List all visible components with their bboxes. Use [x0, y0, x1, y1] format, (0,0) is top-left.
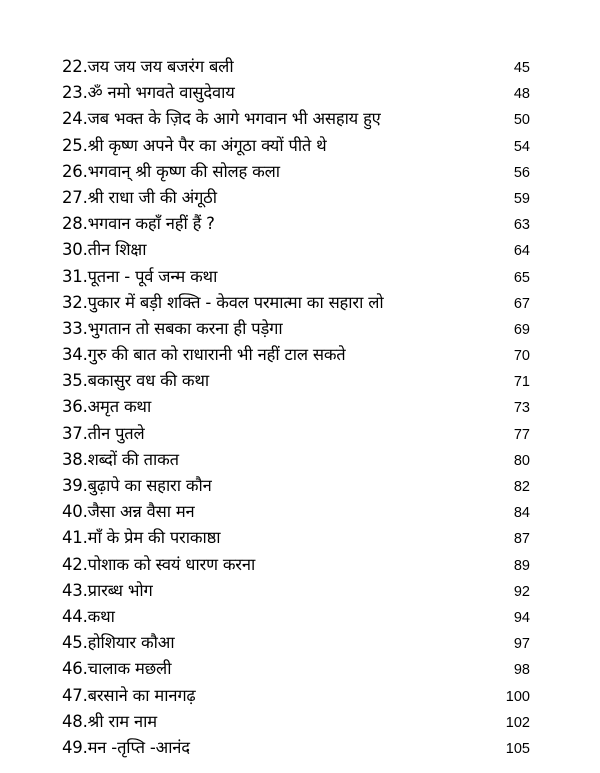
toc-entry-page: 84 [513, 505, 530, 522]
toc-entry-44 [62, 604, 530, 630]
toc-entry-36 [62, 394, 530, 420]
toc-entry-30 [62, 237, 530, 263]
toc-entry-title: 46.चालाक मछली [62, 659, 172, 679]
toc-entry-title: 41.माँ के प्रेम की पराकाष्ठा [62, 528, 221, 548]
toc-entry-46 [62, 656, 530, 682]
toc-entry-title: 26.भगवान् श्री कृष्ण की सोलह कला [62, 161, 280, 181]
toc-entry-page: 70 [513, 348, 530, 365]
toc-entry-page: 97 [513, 636, 530, 653]
toc-entry-page: 48 [513, 86, 530, 103]
toc-entry-31 [62, 264, 530, 290]
toc-entry-title: 40.जैसा अन्न वैसा मन [62, 502, 195, 522]
toc-entry-34 [62, 342, 530, 368]
toc-entry-39 [62, 473, 530, 499]
toc-entry-33 [62, 316, 530, 342]
toc-entry-41 [62, 525, 530, 551]
toc-entry-title: 36.अमृत कथा [62, 397, 152, 417]
toc-entry-page: 98 [513, 662, 530, 679]
table-of-contents [62, 54, 530, 761]
toc-entry-title: 34.गुरु की बात को राधारानी भी नहीं टाल सकते [62, 345, 346, 365]
toc-entry-23 [62, 80, 530, 106]
toc-entry-title: 23.ॐ नमो भगवते वासुदेवाय [62, 83, 235, 103]
toc-entry-title: 37.तीन पुतले [62, 423, 145, 443]
toc-entry-title: 38.शब्दों की ताकत [62, 449, 179, 469]
toc-entry-title: 42.पोशाक को स्वयं धारण करना [62, 554, 256, 574]
toc-entry-43 [62, 578, 530, 604]
toc-entry-47 [62, 683, 530, 709]
toc-entry-page: 63 [513, 217, 530, 234]
toc-entry-25 [62, 133, 530, 159]
toc-entry-title: 49.मन -तृप्ति -आनंद [62, 737, 190, 757]
toc-entry-page: 64 [513, 243, 530, 260]
toc-entry-title: 30.तीन शिक्षा [62, 240, 147, 260]
toc-entry-32 [62, 290, 530, 316]
toc-entry-title: 47.बरसाने का मानगढ़ [62, 685, 196, 705]
toc-entry-48 [62, 709, 530, 735]
toc-entry-title: 33.भुगतान तो सबका करना ही पड़ेगा [62, 318, 283, 338]
toc-entry-22 [62, 54, 530, 80]
toc-entry-title: 44.कथा [62, 606, 115, 626]
toc-entry-35 [62, 368, 530, 394]
toc-entry-page: 100 [505, 688, 530, 705]
toc-entry-38 [62, 447, 530, 473]
toc-entry-title: 48.श्री राम नाम [62, 711, 157, 731]
toc-entry-title: 45.होशियार कौआ [62, 633, 175, 653]
toc-entry-page: 54 [513, 138, 530, 155]
toc-entry-title: 43.प्रारब्ध भोग [62, 580, 153, 600]
toc-entry-page: 73 [513, 400, 530, 417]
toc-entry-title: 35.बकासुर वध की कथा [62, 371, 210, 391]
toc-entry-title: 25.श्री कृष्ण अपने पैर का अंगूठा क्यों पीते थे [62, 135, 327, 155]
toc-entry-title: 39.बुढ़ापे का सहारा कौन [62, 476, 212, 495]
toc-entry-42 [62, 552, 530, 578]
toc-entry-24 [62, 106, 530, 132]
toc-entry-page: 87 [513, 531, 530, 548]
toc-entry-28 [62, 211, 530, 237]
toc-entry-title: 24.जब भक्त के ज़िद के आगे भगवान भी असहाय हुए [62, 109, 381, 129]
toc-entry-page: 94 [513, 609, 530, 626]
toc-entry-40 [62, 499, 530, 525]
toc-entry-45 [62, 630, 530, 656]
toc-entry-page: 67 [513, 295, 530, 312]
toc-entry-page: 65 [513, 269, 530, 286]
toc-entry-page: 77 [513, 426, 530, 443]
toc-entry-27 [62, 185, 530, 211]
toc-entry-title: 27.श्री राधा जी की अंगूठी [62, 187, 217, 207]
toc-entry-page: 69 [513, 321, 530, 338]
toc-entry-page: 50 [513, 112, 530, 129]
toc-entry-title: 28.भगवान कहाँ नहीं हैं ? [62, 214, 215, 234]
toc-entry-26 [62, 159, 530, 185]
toc-entry-page: 102 [505, 714, 530, 731]
toc-entry-title: 22.जय जय जय बजरंग बली [62, 57, 234, 76]
toc-entry-page: 89 [513, 557, 530, 574]
toc-entry-page: 45 [513, 60, 530, 76]
toc-entry-page: 71 [513, 374, 530, 391]
toc-entry-49 [62, 735, 530, 761]
toc-entry-37 [62, 421, 530, 447]
toc-entry-page: 56 [513, 164, 530, 181]
toc-entry-page: 92 [513, 583, 530, 600]
toc-entry-page: 59 [513, 190, 530, 207]
toc-entry-title: 32.पुकार में बड़ी शक्ति - केवल परमात्मा का सहारा लो [62, 292, 384, 312]
toc-entry-page: 105 [505, 740, 530, 757]
toc-entry-title: 31.पूतना - पूर्व जन्म कथा [62, 266, 218, 286]
toc-entry-page: 80 [513, 452, 530, 469]
toc-entry-page: 82 [513, 479, 530, 495]
